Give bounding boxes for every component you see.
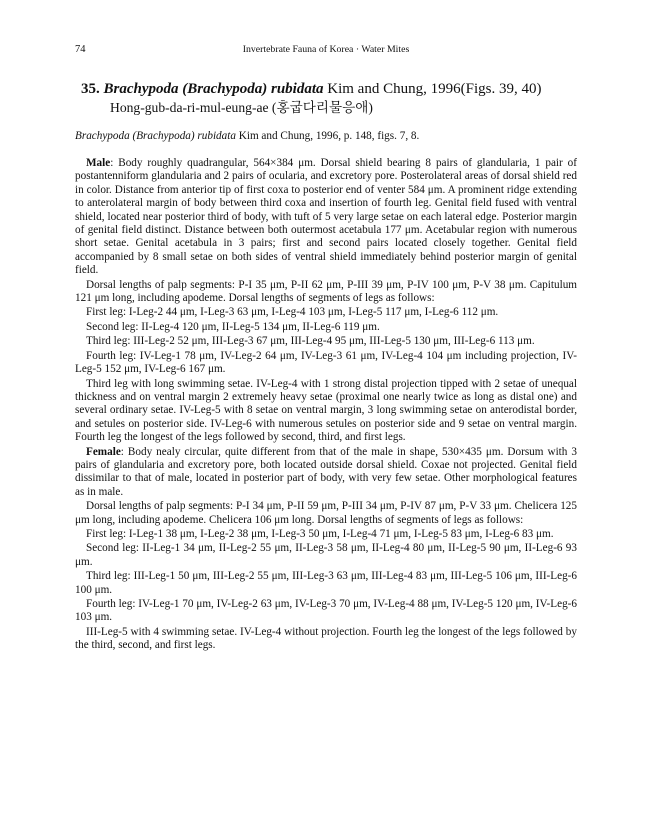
body-paragraph bbox=[75, 321, 577, 334]
paragraph-text: Dorsal lengths of palp segments: P-I 35 μm, P-II 62 μm, P-III 39 μm, P-IV 100 μm, P-V 38 μm. Capitulum 121 μm long, including apodeme. Dorsal lengths of segments of legs as follows: bbox=[75, 278, 577, 305]
paragraph-text: Third leg with long swimming setae. IV-Leg-4 with 1 strong distal projection tipped with 2 setae of unequal thickness and on ventral margin 2 extremely heavy setae (proximal one nearly twice as long as distal one) and several ordinary setae. IV-Leg-5 with 8 setae on ventral margin, 3 long swimming setae on anterodistal border, and setules on posterior side. IV-Leg-6 with numerous setules on posterior side and 9 setae on ventral margin. Fourth leg the longest of the legs followed by second, third, and first legs. bbox=[75, 377, 577, 444]
body-paragraph bbox=[75, 306, 577, 319]
body-paragraph bbox=[75, 570, 577, 597]
paragraph-text: Second leg: II-Leg-4 120 μm, II-Leg-5 134 μm, II-Leg-6 119 μm. bbox=[86, 320, 380, 333]
body-paragraph bbox=[75, 626, 577, 653]
page-number: 74 bbox=[75, 44, 86, 55]
paragraph-text: Dorsal lengths of palp segments: P-I 34 μm, P-II 59 μm, P-III 34 μm, P-IV 87 μm, P-V 33 μm. Chelicera 125 μm long, including apodeme. Chelicera 106 μm long. Dorsal lengths of segments of legs as follows: bbox=[75, 500, 577, 526]
paragraph-text: III-Leg-5 with 4 swimming setae. IV-Leg-4 without projection. Fourth leg the longest of the legs followed by the third, second, and first legs. bbox=[75, 625, 577, 652]
synonymy-reference bbox=[75, 129, 419, 143]
body-paragraph bbox=[75, 335, 577, 348]
paragraph-text: : Body roughly quadrangular, 564×384 μm. Dorsal shield bearing 8 pairs of glandularia, 1 pair of postantenniform glandularia and 2 pairs of ocularia, and excretory pore. Posterolateral areas of dorsal shield red in color. Distance from anterior tip of first coxa to posterior end of venter 584 μm. A prominent ridge extending to anterolateral margin of body between third coxa and insertion of fourth leg. Genital field fused with ventral shield, located near posterior third of body, with tuft of 5 very large setae on each lateral edge. Posterior margin of genital field distinct. Distance between both outermost acetabula 177 μm. Acetabular region with numerous short setae. Genital acetabula in 3 pairs; first and second pairs located closely together. Genital field accompanied by 8 small setae on both sides of ventral shield immediately behind posterior margin of genital field. bbox=[75, 157, 577, 277]
species-epithet: rubidata bbox=[271, 81, 324, 97]
species-number: 35. bbox=[81, 81, 100, 97]
paragraph-text: Second leg: II-Leg-1 34 μm, II-Leg-2 55 μm, II-Leg-3 58 μm, II-Leg-4 80 μm, II-Leg-5 90 μm, II-Leg-6 93 μm. bbox=[75, 542, 577, 568]
paragraph-text: Fourth leg: IV-Leg-1 78 μm, IV-Leg-2 64 μm, IV-Leg-3 61 μm, IV-Leg-4 104 μm including projection, IV-Leg-5 152 μm, IV-Leg-6 167 μm. bbox=[75, 349, 577, 376]
section-label: Female bbox=[86, 445, 121, 458]
paragraph-text: Third leg: III-Leg-2 52 μm, III-Leg-3 67 μm, III-Leg-4 95 μm, III-Leg-5 130 μm, III-Leg-6 113 μm. bbox=[86, 335, 535, 348]
body-paragraph bbox=[75, 446, 577, 500]
paragraph-text: First leg: I-Leg-2 44 μm, I-Leg-3 63 μm, I-Leg-4 103 μm, I-Leg-5 117 μm, I-Leg-6 112 μm. bbox=[86, 306, 499, 319]
body-paragraph bbox=[75, 598, 577, 625]
species-title bbox=[81, 80, 581, 98]
paragraph-text: : Body nealy circular, quite different from that of the male in shape, 530×435 μm. Dorsum with 3 pairs of glandularia and excretory pore, both located outside dorsal shield. Coxae not projected. Genital field dissimilar to that of male, located in posterior part of body, with very few setae. Other morphological features as in male. bbox=[75, 445, 577, 498]
species-author: Kim and Chung, 1996 bbox=[327, 81, 461, 97]
body-paragraph bbox=[75, 350, 577, 377]
species-genus: Brachypoda bbox=[103, 81, 179, 97]
body-paragraph bbox=[75, 528, 577, 541]
section-label: Male bbox=[86, 157, 111, 169]
paragraph-text: Third leg: III-Leg-1 50 μm, III-Leg-2 55 μm, III-Leg-3 63 μm, III-Leg-4 83 μm, III-Leg-5 106 μm, III-Leg-6 100 μm. bbox=[75, 570, 577, 596]
figure-reference: (Figs. 39, 40) bbox=[460, 81, 542, 97]
body-paragraph bbox=[75, 378, 577, 445]
reference-citation: Kim and Chung, 1996, p. 148, figs. 7, 8. bbox=[235, 130, 420, 142]
body-paragraph bbox=[75, 157, 577, 278]
paragraph-text: First leg: I-Leg-1 38 μm, I-Leg-2 38 μm, I-Leg-3 50 μm, I-Leg-4 71 μm, I-Leg-5 83 μm, I-Leg-6 83 μm. bbox=[86, 527, 554, 540]
running-head: Invertebrate Fauna of Korea · Water Mites bbox=[242, 44, 410, 55]
reference-taxon: Brachypoda (Brachypoda) rubidata bbox=[75, 130, 236, 142]
body-paragraph bbox=[75, 500, 577, 527]
page-header bbox=[75, 44, 577, 58]
korean-name: Hong-gub-da-ri-mul-eung-ae (홍굽다리물응애) bbox=[110, 100, 373, 115]
species-subgenus: (Brachypoda) bbox=[182, 81, 268, 97]
body-paragraph bbox=[75, 279, 577, 306]
paragraph-text: Fourth leg: IV-Leg-1 70 μm, IV-Leg-2 63 μm, IV-Leg-3 70 μm, IV-Leg-4 88 μm, IV-Leg-5 120 μm, IV-Leg-6 103 μm. bbox=[75, 598, 577, 624]
description-body bbox=[75, 157, 577, 653]
body-paragraph bbox=[75, 542, 577, 569]
